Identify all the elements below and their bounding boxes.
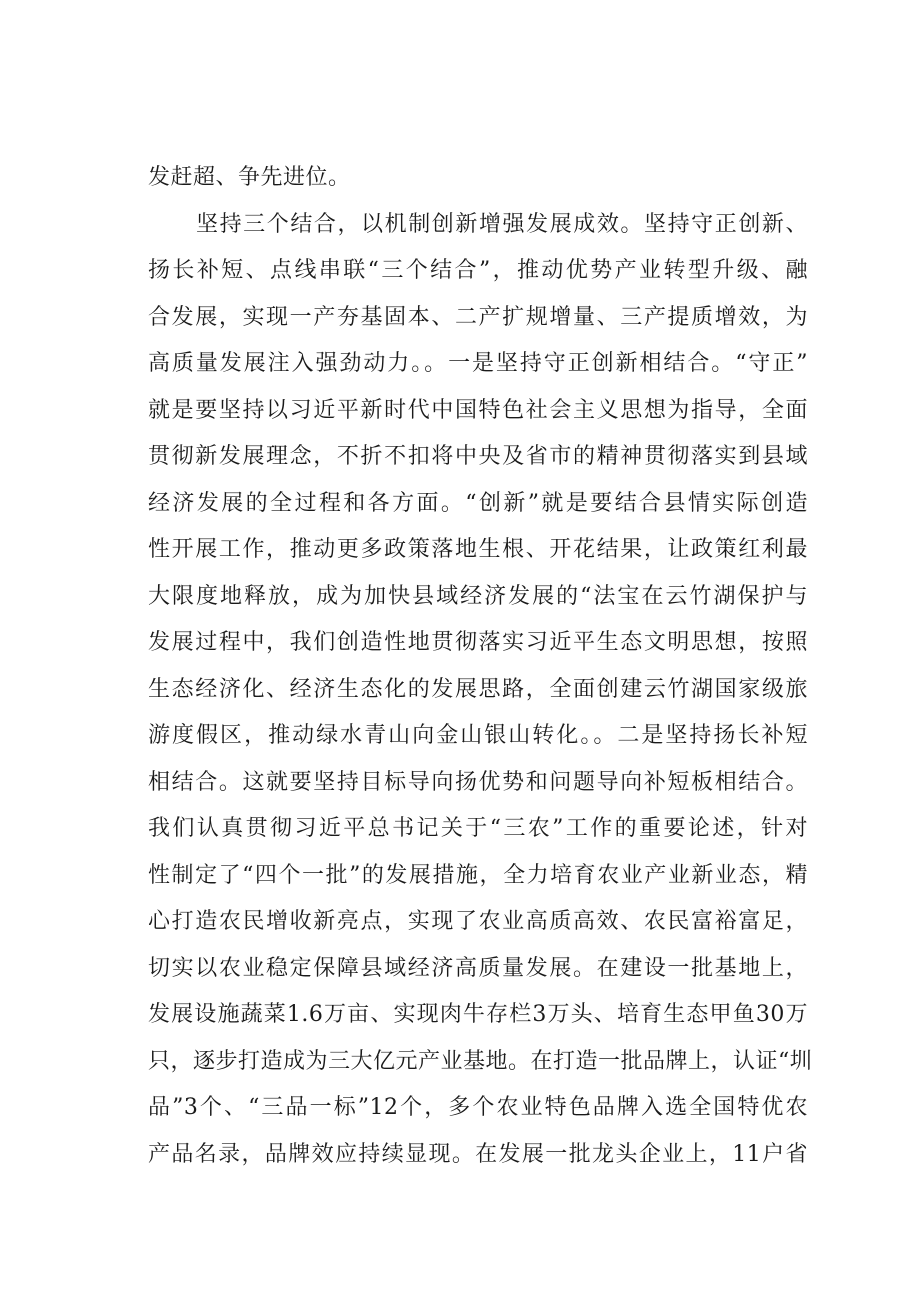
text-line: 心打造农民增收新亮点，实现了农业高质高效、农民富裕富足， bbox=[148, 909, 808, 934]
text-line: 产品名录，品牌效应持续显现。在发展一批龙头企业上，11户省 bbox=[148, 1141, 808, 1167]
text-line: 只，逐步打造成为三大亿元产业基地。在打造一批品牌上，认证“圳 bbox=[148, 1048, 813, 1074]
text-line: 高质量发展注入强劲动力。。一是坚持守正创新相结合。“守正” bbox=[148, 351, 808, 376]
text-line: 大限度地释放，成为加快县域经济发展的“法宝在云竹湖保护与 bbox=[148, 583, 808, 609]
paragraph-first-line: 坚持三个结合，以机制创新增强发展成效。坚持守正创新、 bbox=[196, 211, 808, 237]
text-line: 发展过程中，我们创造性地贯彻落实习近平生态文明思想，按照 bbox=[148, 630, 808, 655]
text-line: 生态经济化、经济生态化的发展思路，全面创建云竹湖国家级旅 bbox=[148, 676, 808, 702]
text-line: 发赶超、争先进位。 bbox=[148, 165, 351, 190]
text-line: 就是要坚持以习近平新时代中国特色社会主义思想为指导，全面 bbox=[148, 397, 808, 423]
text-line: 贯彻新发展理念，不折不扣将中央及省市的精神贯彻落实到县域 bbox=[148, 444, 808, 469]
text-line: 发展设施蔬菜1.6万亩、实现肉牛存栏3万头、培育生态甲鱼30万 bbox=[148, 1002, 808, 1027]
text-line: 扬长补短、点线串联“三个结合”，推动优势产业转型升级、融 bbox=[148, 258, 808, 283]
text-line: 我们认真贯彻习近平总书记关于“三农”工作的重要论述，针对 bbox=[148, 816, 808, 841]
document-body bbox=[148, 155, 813, 1178]
text-line: 相结合。这就要坚持目标导向扬优势和问题导向补短板相结合。 bbox=[148, 769, 808, 795]
text-line: 游度假区，推动绿水青山向金山银山转化。。二是坚持扬长补短 bbox=[148, 723, 808, 748]
text-line: 性开展工作，推动更多政策落地生根、开花结果，让政策红利最 bbox=[148, 537, 808, 562]
text-line: 经济发展的全过程和各方面。“创新”就是要结合县情实际创造 bbox=[148, 490, 808, 516]
text-line: 合发展，实现一产夯基固本、二产扩规增量、三产提质增效，为 bbox=[148, 304, 808, 330]
text-line: 品”3个、“三品一标”12个，多个农业特色品牌入选全国特优农 bbox=[148, 1095, 808, 1120]
text-line: 性制定了“四个一批”的发展措施，全力培育农业产业新业态，精 bbox=[148, 862, 808, 888]
text-line: 切实以农业稳定保障县域经济高质量发展。在建设一批基地上， bbox=[148, 955, 808, 981]
